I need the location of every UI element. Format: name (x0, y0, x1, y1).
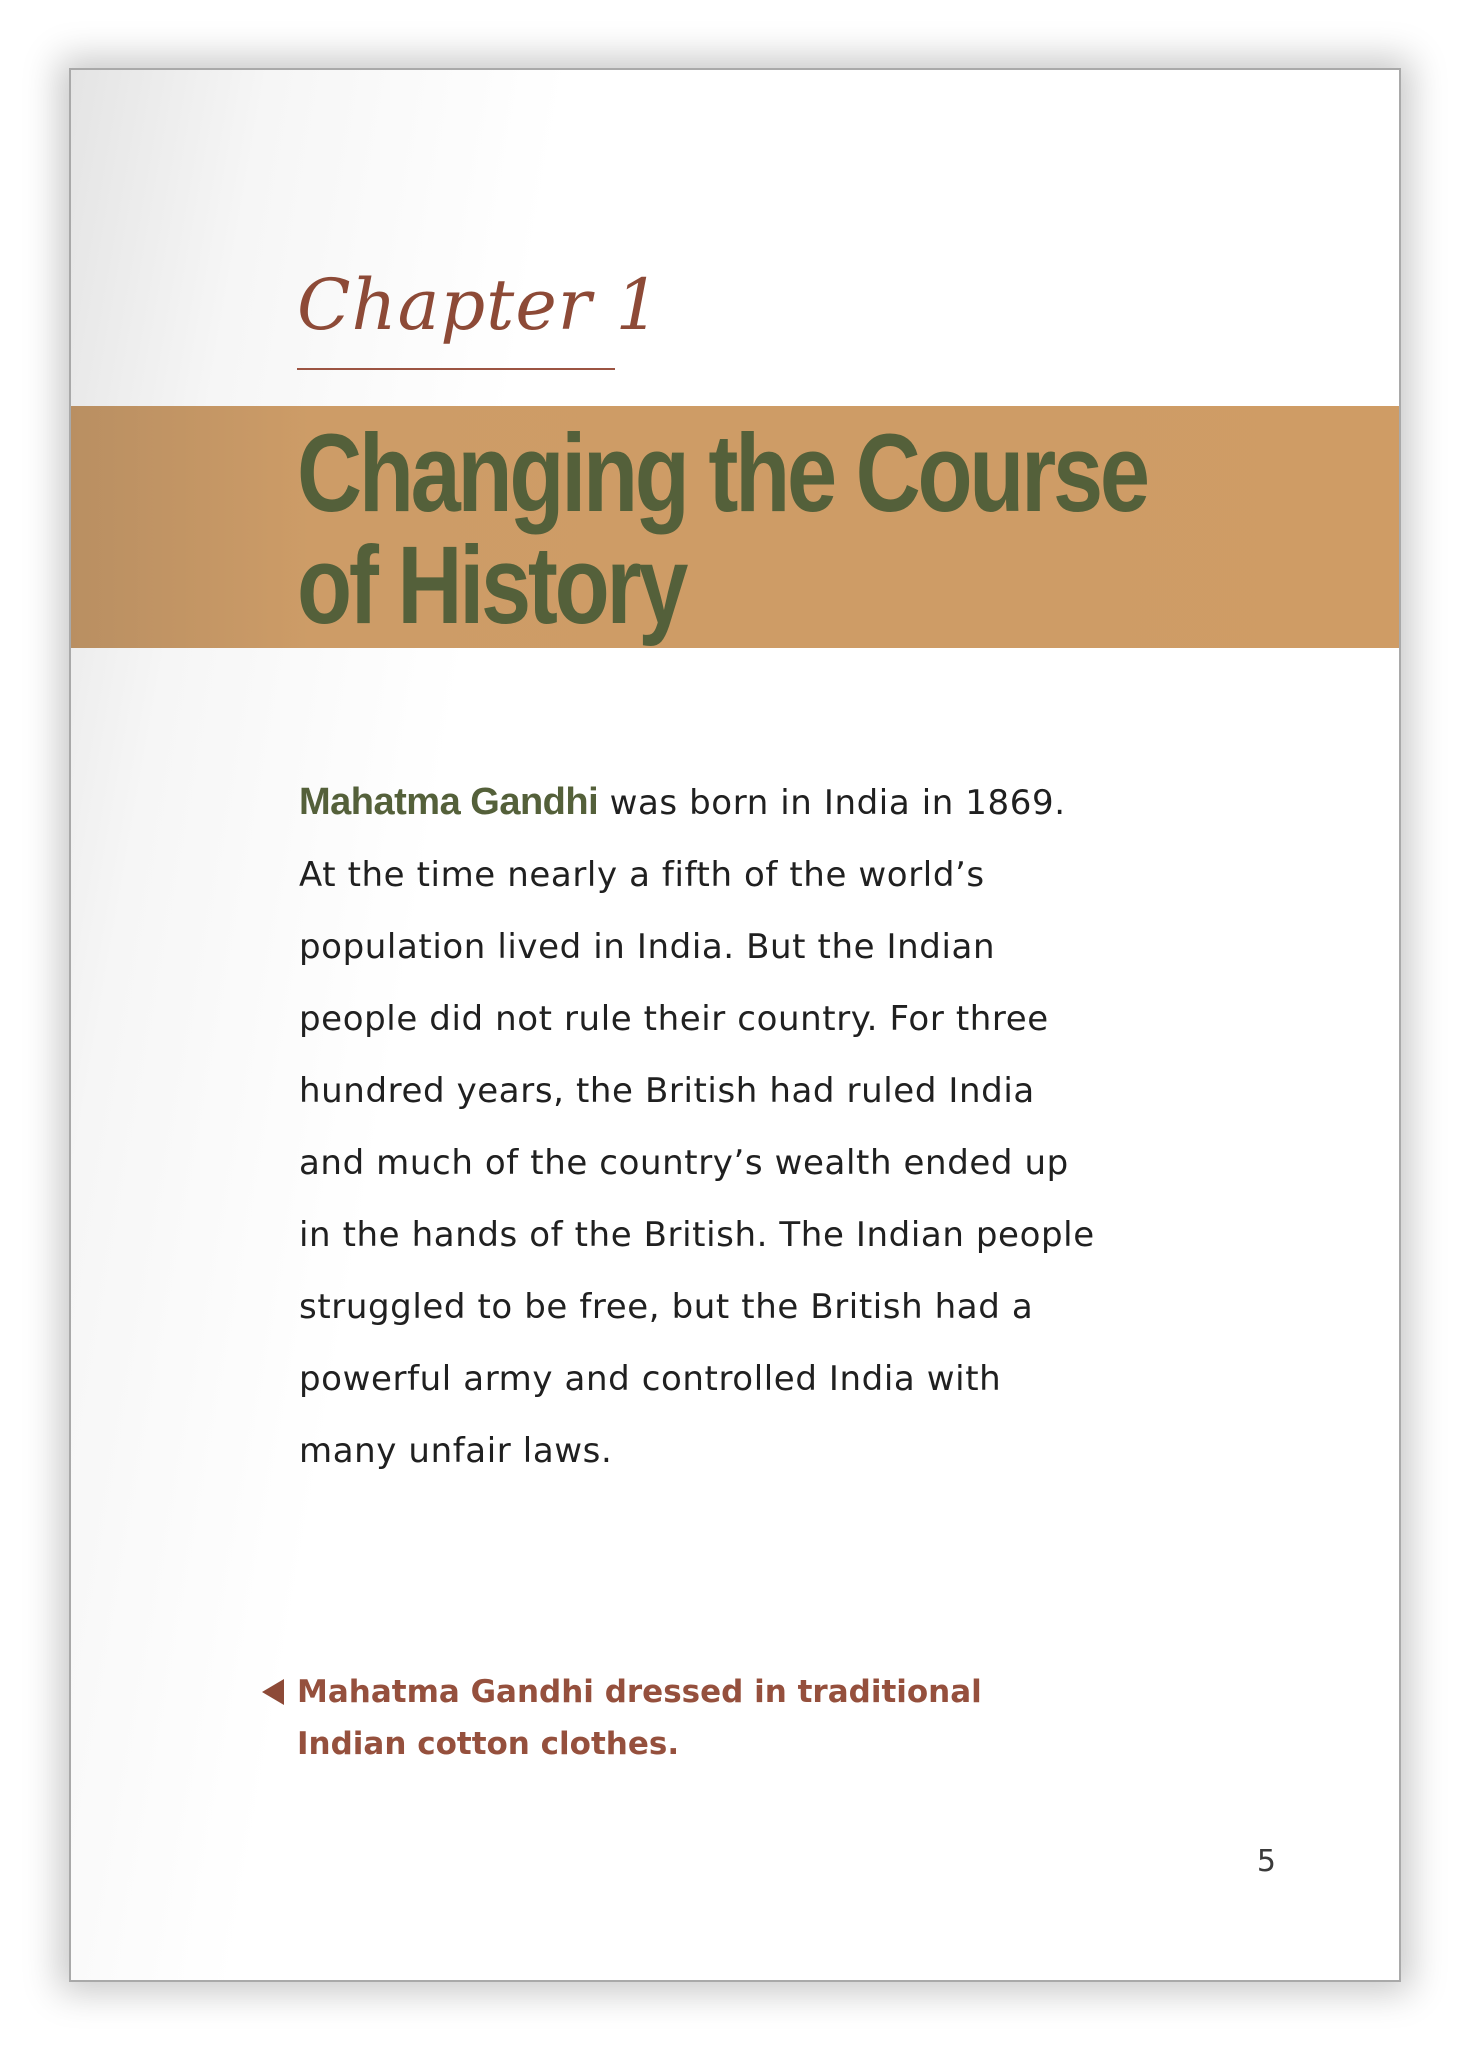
body-line-9: powerful army and controlled India with (299, 1359, 1002, 1399)
caption-arrow-icon (262, 1679, 284, 1705)
body-line-10: many unfair laws. (299, 1431, 613, 1471)
caption-line-2: Indian cotton clothes. (297, 1726, 680, 1762)
body-line-1: was born in India in 1869. (598, 783, 1066, 823)
caption-line-1: Mahatma Gandhi dressed in traditional (297, 1674, 982, 1710)
body-line-3: population lived in India. But the Indian (299, 927, 996, 967)
lead-name: Mahatma Gandhi (299, 781, 599, 823)
body-line-7: in the hands of the British. The Indian people (299, 1215, 1095, 1255)
body-paragraph (299, 766, 1199, 1487)
chapter-underline (297, 368, 615, 370)
book-page (69, 68, 1401, 1982)
chapter-title (297, 412, 1147, 647)
body-line-5: hundred years, the British had ruled India (299, 1071, 1035, 1111)
chapter-title-line-1: Changing the Course (297, 412, 1147, 535)
body-line-8: struggled to be free, but the British had a (299, 1287, 1034, 1327)
photo-caption (297, 1666, 982, 1770)
chapter-label: Chapter 1 (297, 264, 661, 346)
page-number: 5 (1256, 1844, 1276, 1879)
chapter-title-line-2: of History (297, 524, 686, 647)
body-line-4: people did not rule their country. For three (299, 999, 1049, 1039)
body-line-6: and much of the country’s wealth ended up (299, 1143, 1069, 1183)
body-line-2: At the time nearly a fifth of the world’s (299, 855, 985, 895)
